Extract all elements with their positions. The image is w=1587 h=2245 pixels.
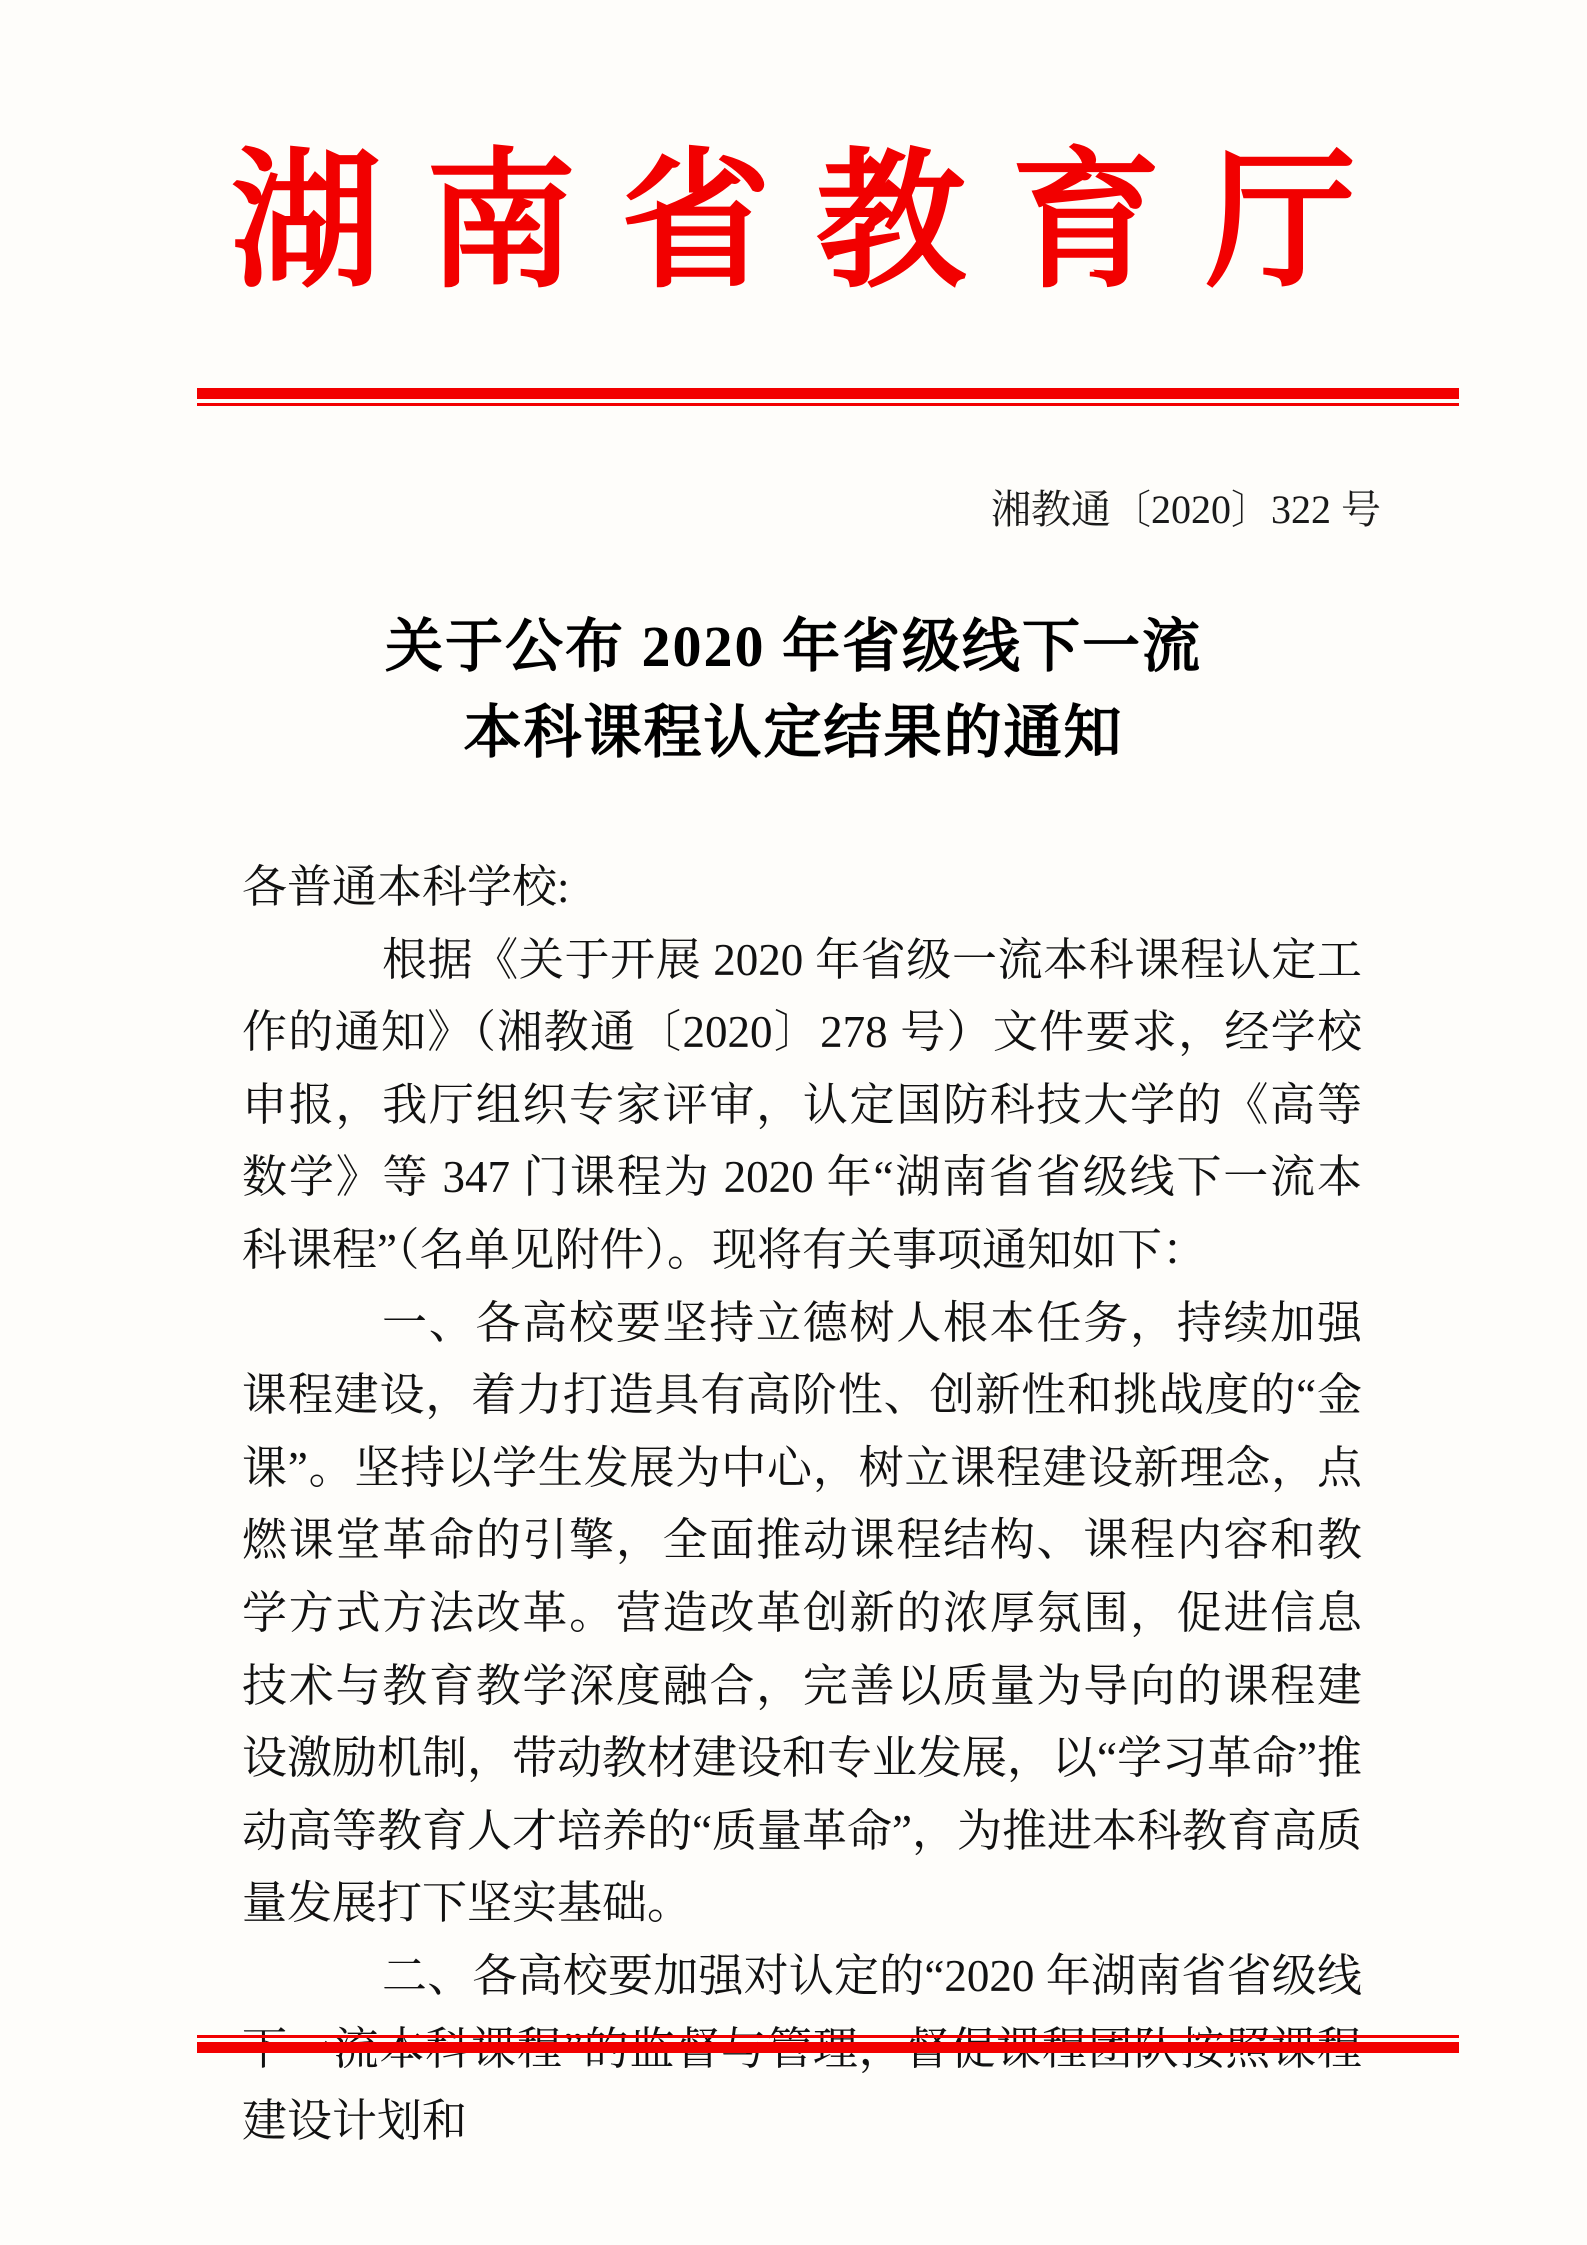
- document-body: [242, 851, 1362, 2158]
- notice-title-line-1: 关于公布 2020 年省级线下一流: [384, 614, 1202, 679]
- paragraph: 二、各高校要加强对认定的“2020 年湖南省省级线下一流本科课程”的监督与管理，督促课程团队按照课程建设计划和: [242, 1950, 1362, 2147]
- notice-title-line-2: 本科课程认定结果的通知: [463, 700, 1124, 765]
- footer-double-rule: [197, 2035, 1459, 2053]
- header-double-rule: [197, 388, 1459, 406]
- paragraph: 根据《关于开展 2020 年省级一流本科课程认定工作的通知》（湘教通〔2020〕278 号）文件要求，经学校申报，我厅组织专家评审，认定国防科技大学的《高等数学》等 347 门课程为 2020 年“湖南省省级线下一流本科课程”（名单见附件）。现将有关事项通知如下：: [242, 934, 1362, 1275]
- document-number: 湘教通〔2020〕322 号: [991, 487, 1381, 532]
- notice-title: [0, 604, 1587, 776]
- agency-header: 湖南省教育厅: [230, 140, 1401, 306]
- paragraph: 一、各高校要坚持立德树人根本任务，持续加强课程建设，着力打造具有高阶性、创新性和挑战度的“金课”。坚持以学生发展为中心，树立课程建设新理念，点燃课堂革命的引擎，全面推动课程结构、课程内容和教学方式方法改革。营造改革创新的浓厚氛围，促进信息技术与教育教学深度融合，完善以质量为导向的课程建设激励机制，带动教材建设和专业发展，以“学习革命”推动高等教育人才培养的“质量革命”，为推进本科教育高质量发展打下坚实基础。: [242, 1297, 1362, 1929]
- salutation: 各普通本科学校:: [242, 862, 570, 912]
